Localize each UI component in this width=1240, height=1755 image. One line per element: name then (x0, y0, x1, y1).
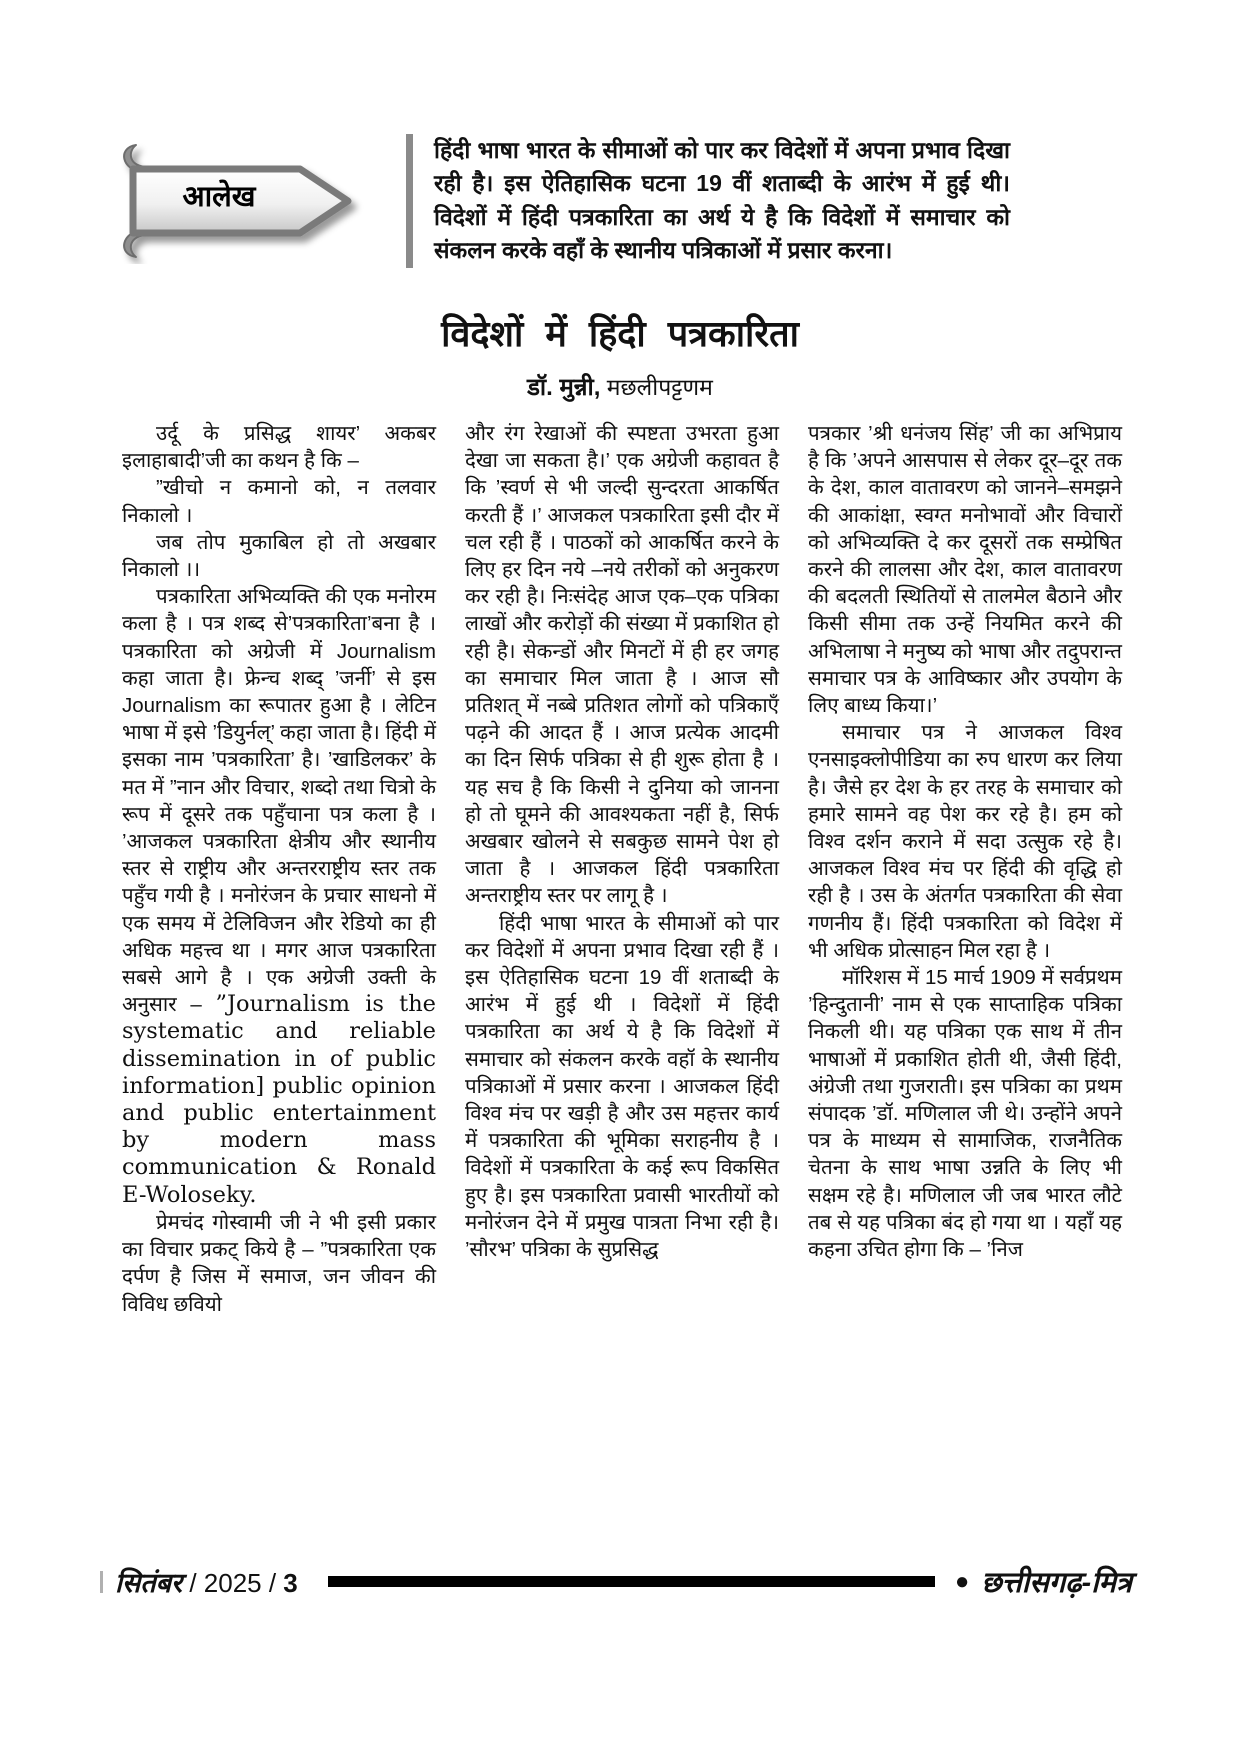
english-quote: ”Journalism is the systematic and reliable dissemination in of public information] public opinion and public entertainment by modern mass communication & Ronald E-Woloseky. (122, 991, 436, 1208)
paragraph: मॉरिशस में 15 मार्च 1909 में सर्वप्रथम ’हिन्दुतानी’ नाम से एक साप्ताहिक पत्रिका निकली थी। यह पत्रिका एक साथ में तीन भाषाओं में प्रकाशित होती थी, जैसी हिंदी, अंग्रेजी तथा गुजराती। इस पत्रिका का प्रथम संपादक ’डॉ. मणिलाल जी थे। उन्होंने अपने पत्र के माध्यम से सामाजिक, राजनैतिक चेतना के साथ भाषा उन्नति के लिए भी सक्षम रहे है। मणिलाल जी जब भारत लौटे तब से यह पत्रिका बंद हो गया था । यहाँ यह कहना उचित होगा कि – ’निज (808, 966, 1122, 1262)
author-name: डॉ. मुन्नी, (527, 374, 601, 401)
issue-year: 2025 (203, 1568, 262, 1598)
paragraph: प्रेमचंद गोस्वामी जी ने भी इसी प्रकार का विचार प्रकट् किये है – ”पत्रकारिता एक दर्पण है जिस में समाज, जन जीवन की विविध छवियो (122, 1210, 436, 1316)
article-body (122, 420, 1122, 1318)
paragraph-text: पत्रकारिता अभिव्यक्ति की एक मनोरम कला है । पत्र शब्द से’पत्रकारिता’बना है । पत्रकारिता को अग्रेजी में Journalism कहा जाता है। फ्रेन्च शब्द् ’जर्नी’ से इस Journalism का रूपातर हुआ है । लेटिन भाषा में इसे ’डियुर्नल्’ कहा जाता है। हिंदी में इसका नाम ’पत्रकारिता’ है। ’खाडिलकर’ के मत में ”नान और विचार, शब्दो तथा चित्रो के रूप में दूसरे तक पहुँचाना पत्र कला है । ’आजकल पत्रकारिता क्षेत्रीय और स्थानीय स्तर से राष्ट्रीय और अन्तरराष्ट्रीय स्तर तक पहुँच गयी है । मनोरंजन के प्रचार साधनो में एक समय में टेलिविजन और रेडियो का ही अधिक महत्त्व था । मगर आज पत्रकारिता सबसे आगे है । एक अग्रेजी उक्ती के अनुसार – (122, 585, 436, 1017)
author-line (120, 370, 1120, 403)
paragraph: हिंदी भाषा भारत के सीमाओं को पार कर विदेशों में अपना प्रभाव दिखा रही हैं । इस ऐतिहासिक घटना 19 वीं शताब्दी के आरंभ में हुई थी । विदेशों में हिंदी पत्रकारिता का अर्थ ये है कि विदेशों में समाचार को संकलन करके वहॉ के स्थानीय पत्रिकाओं में प्रसार करना । आजकल हिंदी विश्व मंच पर खड़ी है और उस महत्तर कार्य में पत्रकारिता की भूमिका सराहनीय है । विदेशों में पत्रकारिता के कई रूप विकसित हुए है। इस पत्रकारिता प्रवासी भारतीयों को मनोरंजन देने में प्रमुख पात्रता निभा रही है। ’सौरभ’ पत्रिका के सुप्रसिद्ध (465, 911, 779, 1262)
issue-info (115, 1563, 298, 1600)
page-footer (100, 1562, 1132, 1601)
banner-label: आलेख (182, 181, 256, 213)
paragraph: ”खीचो न कमानो को, न तलवार निकालो । (122, 476, 436, 527)
footer-rule (328, 1576, 935, 1587)
paragraph: समाचार पत्र ने आजकल विश्व एनसाइक्लोपीडिया का रुप धारण कर लिया है। जैसे हर देश के हर तरह के समाचार को हमारे सामने वह पेश कर रहे है। हम को विश्व दर्शन कराने में सदा उत्सुक रहे है। आजकल विश्व मंच पर हिंदी की वृद्धि हो रही है । उस के अंतर्गत पत्रकारिता की सेवा गणनीय हैं। हिंदी पत्रकारिता को विदेश में भी अधिक प्रोत्साहन मिल रहा है । (808, 721, 1122, 962)
paragraph: उर्दू के प्रसिद्ध शायर’ अकबर इलाहाबादी’जी का कथन है कि – (122, 422, 436, 473)
intro-text: हिंदी भाषा भारत के सीमाओं को पार कर विदेशों में अपना प्रभाव दिखा रही है। इस ऐतिहासिक घटना 19 वीं शताब्दी के आरंभ में हुई थी। विदेशों में हिंदी पत्रकारिता का अर्थ ये है कि विदेशों में समाचार को संकलन करके वहाँ के स्थानीय पत्रिकाओं में प्रसार करना। (434, 137, 1010, 264)
separator: / (261, 1568, 284, 1598)
paragraph: जब तोप मुकाबिल हो तो अखबार निकालो ।। (122, 530, 436, 582)
author-place: मछलीपट्टणम (606, 374, 713, 400)
column-2 (465, 420, 779, 1318)
column-3 (808, 420, 1122, 1318)
issue-month: सितंबर (115, 1568, 183, 1598)
footer-edge-mark (100, 1571, 103, 1593)
intro-block (406, 134, 1010, 268)
paragraph (122, 583, 436, 1209)
page-number: 3 (283, 1568, 298, 1598)
page-title: विदेशों में हिंदी पत्रकारिता (441, 313, 799, 354)
column-1 (122, 420, 436, 1318)
article-type-banner (110, 136, 365, 264)
magazine-name: छत्तीसगढ़-मित्र (981, 1567, 1132, 1599)
separator: / (182, 1568, 204, 1598)
paragraph: पत्रकार ’श्री धनंजय सिंह’ जी का अभिप्राय है कि ’अपने आसपास से लेकर दूर–दूर तक के देश, काल वातावरण को जानने–समझने की आकांक्षा, स्वग्त मनोभावों और विचारों को अभिव्यक्ति दे कर दूसरों तक सम्प्रेषित करने की लालसा और देश, काल वातावरण की बदलती स्थितियों से तालमेल बैठाने और किसी सीमा तक उन्हें नियमित करने की अभिलाषा ने मनुष्य को भाषा और तदुपरान्त समाचार पत्र के आविष्कार और उपयोग के लिए बाध्य किया।’ (808, 422, 1122, 718)
paragraph: और रंग रेखाओं की स्पष्टता उभरता हुआ देखा जा सकता है।’ एक अग्रेजी कहावत है कि ’स्वर्ण से भी जल्दी सुन्दरता आकर्षित करती हैं ।’ आजकल पत्रकारिता इसी दौर में चल रही हैं । पाठकों को आकर्षित करने के लिए हर दिन नये –नये तरीकों को अनुकरण कर रही है। निःसंदेह आज एक–एक पत्रिका लाखों और करोड़ों की संख्या में प्रकाशित हो रही है। सेकन्डों और मिनटों में ही हर जगह का समाचार मिल जाता है । आज सौ प्रतिशत् में नब्बे प्रतिशत लोगों को पत्रिकाएँ पढ़ने की आदत हैं । आज प्रत्येक आदमी का दिन सिर्फ पत्रिका से ही शुरू होता है । यह सच है कि किसी ने दुनिया को जानना हो तो घूमने की आवश्यकता नहीं है, सिर्फ अखबार खोलने से सबकुछ सामने पेश हो जाता है । आजकल हिंदी पत्रकारिता अन्तराष्ट्रीय स्तर पर लागू है । (465, 422, 779, 908)
bullet-icon: ● (954, 1567, 970, 1595)
